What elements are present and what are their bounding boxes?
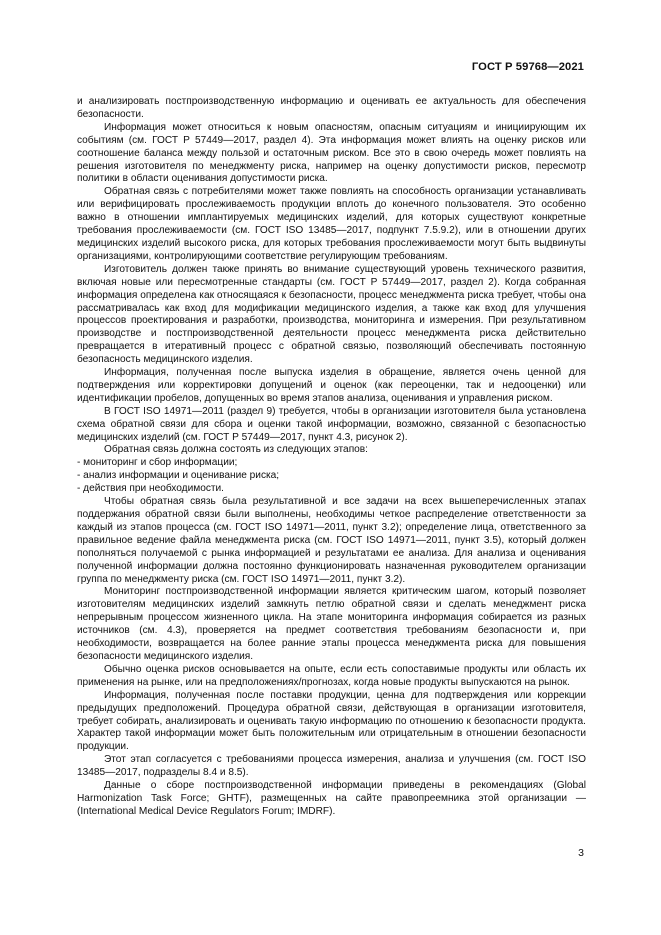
- list-item: - анализ информации и оценивание риска;: [77, 470, 280, 482]
- paragraph: Информация может относиться к новым опасностям, опасным ситуациям и инициирующим их событиям (см. ГОСТ Р 57449—2017, раздел 4). Эта информация может влиять на оценку рисков или соотношение баланса между пользой и остаточным риском. Все это в свою очередь может повлиять на решения изготовителя по менеджменту риска, например на оценку допустимости рисков, пересмотр политики в области оценивания допустимости риска.: [77, 121, 586, 185]
- paragraph: Информация, полученная после выпуска изделия в обращение, является очень ценной для подтверждения или корректировки допущений и оценок (как переоценки, так и недооценки) или идентификации пробелов, допущенных во время этапов анализа, оценивания и управления риском.: [77, 367, 586, 404]
- paragraph: Обычно оценка рисков основывается на опыте, если есть сопоставимые продукты или область их применения на рынке, или на предположениях/прогнозах, когда новые продукты выпускаются на рынок.: [77, 663, 586, 688]
- paragraph: Обратная связь должна состоять из следующих этапов:: [104, 444, 368, 456]
- list-item: - мониторинг и сбор информации;: [77, 457, 238, 469]
- paragraph: Обратная связь с потребителями может также повлиять на способность организации устанавливать или верифицировать прослеживаемость продукции вплоть до конечного пользователя. Это особенно важно в отношении имплантируемых медицинских изделий, для которых существуют конкретные требования прослеживаемости (см. ГОСТ ISO 13485—2017, подпункт 7.5.9.2), или в отношении других медицинских изделий высокого риска, для которых требования прослеживаемости могут быть выдвинуты организациями, контролирующими соответствие регулирующим требованиям.: [77, 186, 586, 262]
- paragraph: В ГОСТ ISO 14971—2011 (раздел 9) требуется, чтобы в организации изготовителя была установлена схема обратной связи для сбора и оценки такой информации, возможно, связанной с безопасностью медицинских изделий (см. ГОСТ Р 57449—2017, пункт 4.3, рисунок 2).: [77, 405, 586, 443]
- paragraph: и анализировать постпроизводственную информацию и оценивать ее актуальность для обеспечения безопасности.: [77, 96, 586, 120]
- standard-id-header: ГОСТ Р 59768—2021: [471, 61, 584, 73]
- paragraph: Чтобы обратная связь была результативной и все задачи на всех вышеперечисленных этапах поддержания обратной связи были выполнены, необходимы четкое распределение ответственности за каждый из этапов процесса (см. ГОСТ ISO 14971—2011, пункт 3.2); определение лица, ответственного за правильное ведение файла менеджмента риска (см. ГОСТ ISO 14971—2011, пункт 3.5), который должен пополняться получаемой с рынка информацией и результатами ее анализа. Для анализа и оценивания полученной информации должна постоянно функционировать назначенная руководителем организации группа по менеджменту риска (см. ГОСТ ISO 14971—2011, пункт 3.2).: [77, 496, 586, 585]
- paragraph: Изготовитель должен также принять во внимание существующий уровень технического развития, включая новые или пересмотренные стандарты (см. ГОСТ Р 57449—2017, раздел 2). Когда собранная информация определена как относящаяся к безопасности, процесс менеджмента риска требует, чтобы она рассматривалась как вход для модификации медицинского изделия, а также как вход для улучшения процессов проектирования и разработки, производства, мониторинга и измерения. При результативном производстве и постпроизводственной деятельности процесс менеджмента риска действительно превращается в итеративный процесс с обратной связью, позволяющий обеспечивать постоянную безопасность медицинского изделия.: [77, 263, 586, 366]
- list-item: - действия при необходимости.: [77, 483, 224, 495]
- paragraph: Мониторинг постпроизводственной информации является критическим шагом, который позволяет изготовителям медицинских изделий замкнуть петлю обратной связи и сделать менеджмент риска непрерывным процессом жизненного цикла. На этапе мониторинга информация собирается из разных источников (см. 4.3), проверяется на предмет соответствия требованиям безопасности и, при необходимости, возвращается на более ранние этапы процесса менеджмента риска для повышения безопасности медицинского изделия.: [77, 586, 586, 662]
- paragraph: Данные о сборе постпроизводственной информации приведены в рекомендациях (Global Harmonization Task Force; GHTF), размещенных на сайте правопреемника этой организации — (International Medical Device Regulators Forum; IMDRF).: [77, 780, 586, 817]
- body-text: [77, 96, 586, 819]
- page-number: 3: [578, 847, 584, 859]
- paragraph: Этот этап согласуется с требованиями процесса измерения, анализа и улучшения (см. ГОСТ ISO 13485—2017, подразделы 8.4 и 8.5).: [77, 754, 586, 779]
- paragraph: Информация, полученная после поставки продукции, ценна для подтверждения или коррекции предыдущих предположений. Процедура обратной связи, действующая в организации изготовителя, требует собирать, анализировать и оценивать такую информацию по отношению к безопасности продукта. Характер такой информации может быть положительным или отрицательным в отношении безопасности продукции.: [77, 689, 586, 753]
